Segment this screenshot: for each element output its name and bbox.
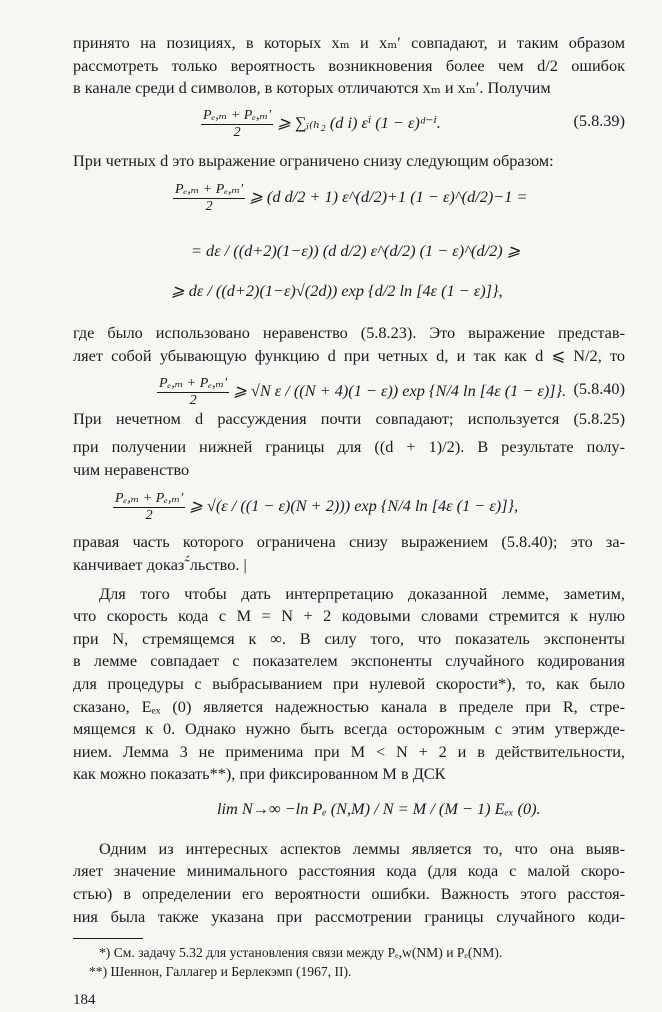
paragraph-line: при N, стремящемся к ∞. В силу того, что показатель экспоненты [73,628,625,648]
paragraph-line: в лемме совпадает с показателем экспоненты случайного кодирования [73,651,625,671]
paragraph-line: для процедуры с выбрасыванием при нулевой скорости*), то, как было [73,673,625,693]
paragraph-line: что скорость кода с M = N + 2 кодовыми словами стремится к нулю [73,606,625,626]
equation-even-bound-1: $\frac{\text{Pₑ,ₘ + Pₑ,ₘ′}}{2}$ ⩾ (d d/2 + 1) ε^(d/2)+1 (1 − ε)^(d/2)−1 = [175,182,528,215]
paragraph-line: канчивает доказ˜́льство. | [73,554,247,574]
eq-line: = dε / ((d+2)(1−ε)) (d d/2) ε^(d/2) (1 − ε)^(d/2) ⩾ [191,241,521,261]
eq-rhs: ⩾ √N ε / ((N + 4)(1 − ε)) exp {N/4 ln [4ε (1 − ε)]}. [233,380,567,400]
equation-label: (5.8.39) [573,110,625,130]
equation-5-8-39: $\frac{\text{Pₑ,ₘ + Pₑ,ₘ′}}{2}$ ⩾ ∑ᵢ₍ₕ₂ (d i) εⁱ (1 − ε)ᵈ⁻ⁱ. (5.8.39) [203,107,625,140]
paragraph-line: при получении нижней границы для ((d + 1)/2). В результате полу- [73,437,625,457]
paragraph-line: правая часть которого ограничена снизу выражением (5.8.40); это за- [73,532,625,552]
paragraph-line: как можно показать**), при фиксированном M в ДСК [73,764,446,784]
paragraph-line: чим неравенство [73,459,190,479]
eq-numerator: Pₑ,ₘ + Pₑ,ₘ′ [203,107,272,123]
eq-rhs: ⩾ √(ε / ((1 − ε)(N + 2))) exp {N/4 ln [4ε (1 − ε)]}, [189,496,519,516]
paragraph-line: При четных d это выражение ограничено снизу следующим образом: [73,150,554,170]
eq-rhs: ⩾ ∑ᵢ₍ₕ₂ (d i) εⁱ (1 − ε)ᵈ⁻ⁱ. [277,113,441,133]
footnote-1: *) См. задачу 5.32 для установления связи между Pₑ,w(NM) и Pₑ(NM). [99,945,503,961]
paragraph-line: ляет значение минимального расстояния кода (для кода с малой скоро- [73,861,625,881]
footnote-2: **) Шеннон, Галлагер и Берлекэмп (1967, II). [89,964,352,980]
paragraph-line: где было использовано неравенство (5.8.23). Это выражение представ- [73,323,625,343]
equation-limit [73,786,625,838]
page-number: 184 [73,992,96,1009]
eq-line: lim N→∞ −ln Pₑ (N,M) / N = M / (M − 1) Eₑₓ (0). [217,798,541,818]
paragraph-line: сказано, Eₑₓ (0) является надежностью канала в пределе при R, стре- [73,696,625,716]
equation-even-bound-2 [73,234,625,274]
paragraph-line: ляет собой убывающую функцию d при четных d, и так как d ⩽ N/2, то [73,345,625,365]
paragraph-line: нием. Лемма 3 не применима при M < N + 2 и в действительности, [73,741,625,761]
page-body [73,32,625,1012]
footnote-divider [73,938,143,939]
paragraph-line: в канале среди d символов, в которых отличаются xₘ и xₘ′. Получим [73,78,551,98]
paragraph-line: мящемся к 0. Однако нужно быть всегда осторожным с этим утвержде- [73,719,625,739]
equation-5-8-40: $\frac{\text{Pₑ,ₘ + Pₑ,ₘ′}}{2}$ ⩾ √N ε / ((N + 4)(1 − ε)) exp {N/4 ln [4ε (1 − ε)]}. (5.8.40) [159,375,625,408]
equation-even-bound-3 [73,274,625,322]
paragraph-line: принято на позициях, в которых xₘ и xₘ′ совпадают, и таким образом [73,33,625,52]
eq-rhs: ⩾ (d d/2 + 1) ε^(d/2)+1 (1 − ε)^(d/2)−1 = [249,187,528,207]
paragraph-line: рассмотреть только вероятность возникновения более чем d/2 ошибок [73,55,625,75]
equation-label: (5.8.40) [573,378,625,398]
paragraph-line: ния была также указана при рассмотрении границы случайного коди- [73,906,625,926]
paragraph-line: Одним из интересных аспектов леммы является то, что она выяв- [99,838,625,858]
equation-odd-bound: $\frac{\text{Pₑ,ₘ + Pₑ,ₘ′}}{2}$ ⩾ √(ε / ((1 − ε)(N + 2))) exp {N/4 ln [4ε (1 − ε)]}, [115,491,519,524]
paragraph-line: При нечетном d рассуждения почти совпадают; используется (5.8.25) [73,408,625,428]
eq-line: ⩾ dε / ((d+2)(1−ε)√(2d)) exp {d/2 ln [4ε (1 − ε)]}, [171,281,503,301]
paragraph-line: стью) в определении его вероятности ошибки. Важность этого расстоя- [73,884,625,904]
paragraph-line: Для того чтобы дать интерпретацию доказанной лемме, заметим, [99,583,625,603]
